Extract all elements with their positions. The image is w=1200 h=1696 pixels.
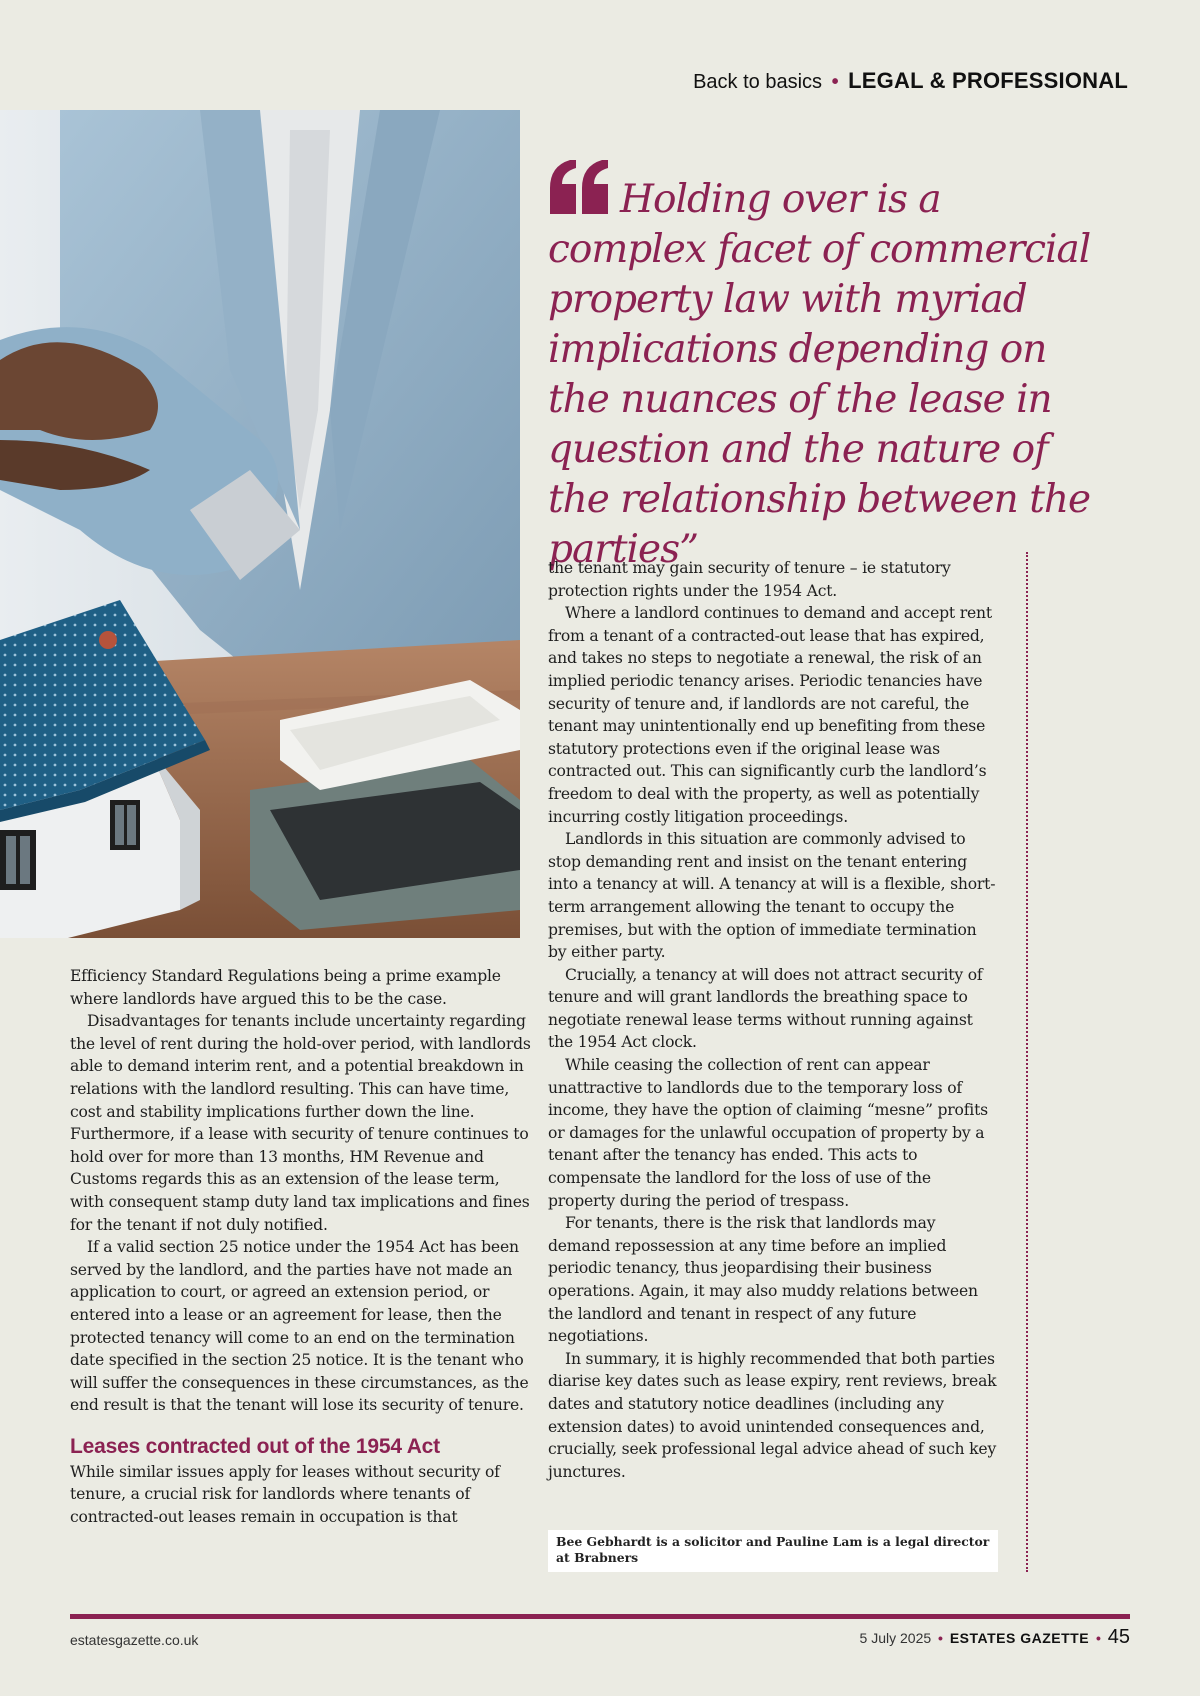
right-paragraph: the tenant may gain security of tenure – ie statutory protection rights under the 1954 Act.: [548, 559, 951, 600]
header-section: LEGAL & PROFESSIONAL: [848, 68, 1128, 93]
pull-quote: [548, 160, 1108, 575]
page-number: 45: [1107, 1626, 1130, 1648]
header-separator: •: [831, 71, 839, 93]
header-series: Back to basics: [693, 71, 823, 93]
left-paragraph: Efficiency Standard Regulations being a prime example where landlords have argued this to be the case.: [70, 967, 501, 1008]
footer-separator: •: [938, 1630, 943, 1646]
right-paragraph: Crucially, a tenancy at will does not attract security of tenure and will grant landlords the breathing space to negotiate renewal lease terms without running against the 1954 Act clock.: [548, 965, 983, 1052]
right-paragraph: Where a landlord continues to demand and accept rent from a tenant of a contracted-out lease that has expired, and takes no steps to negotiate a renewal, the risk of an implied periodic tenancy arises. Periodic tenancies have security of tenure and, if landlords are not careful, the tenant may unintentionally end up benefiting from these statutory protections even if the original lease was contracted out. This can significantly curb the landlord’s freedom to deal with the property, as well as potentially incurring costly litigation proceedings.: [548, 604, 992, 826]
footer-publication: ESTATES GAZETTE: [949, 1630, 1090, 1646]
house-model-photo-icon: [0, 110, 520, 938]
footer-folio: [860, 1626, 1130, 1649]
left-paragraph: Disadvantages for tenants include uncertainty regarding the level of rent during the hold-over period, with landlords able to demand interim rent, and a potential breakdown in relations with the landlord resulting. This can have time, cost and stability implications further down the line. Furthermore, if a lease with security of tenure continues to hold over for more than 13 months, HM Revenue and Customs regards this as an extension of the lease term, with consequent stamp duty land tax implications and fines for the tenant if not duly notified.: [70, 1012, 531, 1234]
right-column: [548, 557, 998, 1483]
running-header: [693, 68, 1128, 94]
section-subhead: Leases contracted out of the 1954 Act: [70, 1434, 440, 1458]
right-paragraph: Landlords in this situation are commonly advised to stop demanding rent and insist on the tenant entering into a tenancy at will. A tenancy at will is a flexible, short-term arrangement allowing the tenant to occupy the premises, but with the option of immediate termination by either party.: [548, 830, 996, 962]
quote-mark-icon: [548, 160, 612, 214]
pull-quote-text: Holding over is a complex facet of commercial property law with myriad implications depending on the nuances of the lease in question and the nature of the relationship between the parties”: [548, 177, 1091, 572]
left-paragraph: While similar issues apply for leases without security of tenure, a crucial risk for landlords where tenants of contracted-out leases remain in occupation is that: [70, 1462, 500, 1527]
right-paragraph: In summary, it is highly recommended that both parties diarise key dates such as lease expiry, rent reviews, break dates and statutory notice deadlines (including any extension dates) to avoid unintended consequences and, crucially, seek professional legal advice ahead of such key junctures.: [548, 1349, 997, 1481]
right-paragraph: For tenants, there is the risk that landlords may demand repossession at any time before an implied periodic tenancy, thus jeopardising their business operations. Again, it may also muddy relations between the landlord and tenant in respect of any future negotiations.: [548, 1214, 978, 1346]
right-paragraph: While ceasing the collection of rent can appear unattractive to landlords due to the temporary loss of income, they have the option of claiming “mesne” profits or damages for the unlawful occupation of property by a tenant after the tenancy has ended. This acts to compensate the landlord for the loss of use of the property during the period of trespass.: [548, 1056, 988, 1210]
author-bio: Bee Gebhardt is a solicitor and Pauline Lam is a legal director at Brabners: [548, 1530, 998, 1572]
column-divider: [1026, 552, 1028, 1572]
footer-rule: [70, 1614, 1130, 1619]
article-photo: [0, 110, 520, 938]
left-column: [70, 965, 532, 1529]
footer-separator: •: [1095, 1630, 1101, 1646]
footer-website: estatesgazette.co.uk: [70, 1632, 199, 1648]
footer-date: 5 July 2025: [859, 1630, 932, 1646]
left-paragraph: If a valid section 25 notice under the 1954 Act has been served by the landlord, and the parties have not made an application to court, or agreed an extension period, or entered into a lease or an agreement for lease, then the protected tenancy will come to an end on the termination date specified in the section 25 notice. It is the tenant who will suffer the consequences in these circumstances, as the end result is that the tenant will lose its security of tenure.: [70, 1238, 529, 1415]
